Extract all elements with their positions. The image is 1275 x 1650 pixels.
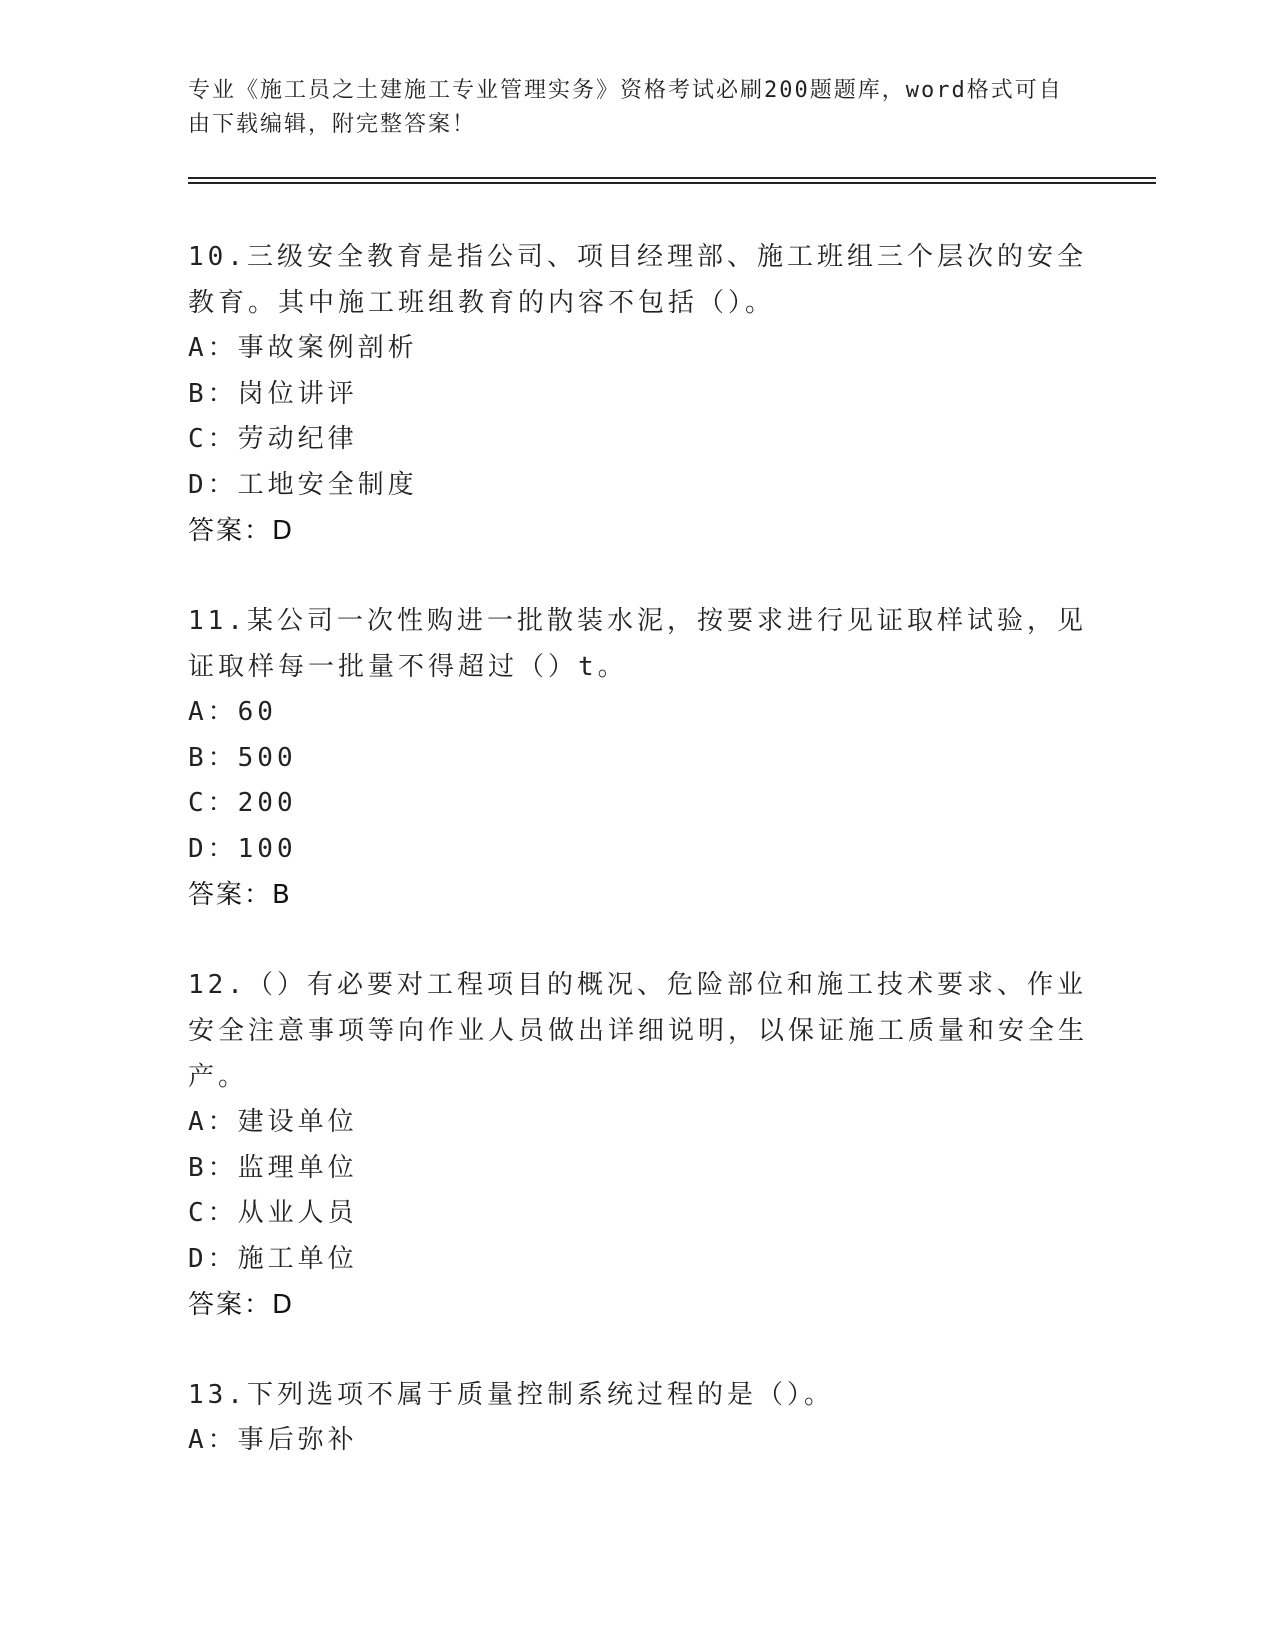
option-a: A：事故案例剖析 (188, 333, 418, 363)
option-d: D：施工单位 (188, 1243, 358, 1274)
option-a: A：建设单位 (188, 1107, 358, 1137)
question-stem: 13.下列选项不属于质量控制系统过程的是（）。 (188, 1380, 834, 1410)
option-a: A：60 (188, 697, 277, 727)
question-stem: 10.三级安全教育是指公司、项目经理部、施工班组三个层次的安全教育。其中施工班组教育的内容不包括（）。 (188, 242, 1087, 318)
option-b: B：500 (188, 742, 297, 773)
option-b: B：监理单位 (188, 1152, 358, 1183)
question-10 (188, 234, 1088, 554)
option-b: B：岗位讲评 (188, 378, 358, 409)
header-divider-top (188, 177, 1156, 179)
option-a: A：事后弥补 (188, 1425, 358, 1455)
option-d: D：工地安全制度 (188, 469, 418, 500)
option-c: C：从业人员 (188, 1198, 358, 1228)
question-stem: 12.（）有必要对工程项目的概况、危险部位和施工技术要求、作业安全注意事项等向作业人员做出详细说明，以保证施工质量和安全生产。 (188, 970, 1089, 1092)
question-12 (188, 962, 1088, 1328)
document-header: 专业《施工员之土建施工专业管理实务》资格考试必刷200题题库，word格式可自由下载编辑，附完整答案！ (188, 78, 1063, 137)
answer-line: 答案：B (188, 880, 292, 910)
question-11 (188, 598, 1088, 918)
question-list (188, 234, 1088, 1508)
option-c: C：劳动纪律 (188, 424, 358, 454)
option-d: D：100 (188, 833, 297, 864)
question-13 (188, 1372, 1088, 1464)
header-divider-bottom (188, 182, 1156, 184)
answer-line: 答案：D (188, 1290, 295, 1320)
answer-line: 答案：D (188, 516, 295, 546)
option-c: C：200 (188, 788, 297, 818)
question-stem: 11.某公司一次性购进一批散装水泥，按要求进行见证取样试验，见证取样每一批量不得超过（）t。 (188, 606, 1087, 682)
